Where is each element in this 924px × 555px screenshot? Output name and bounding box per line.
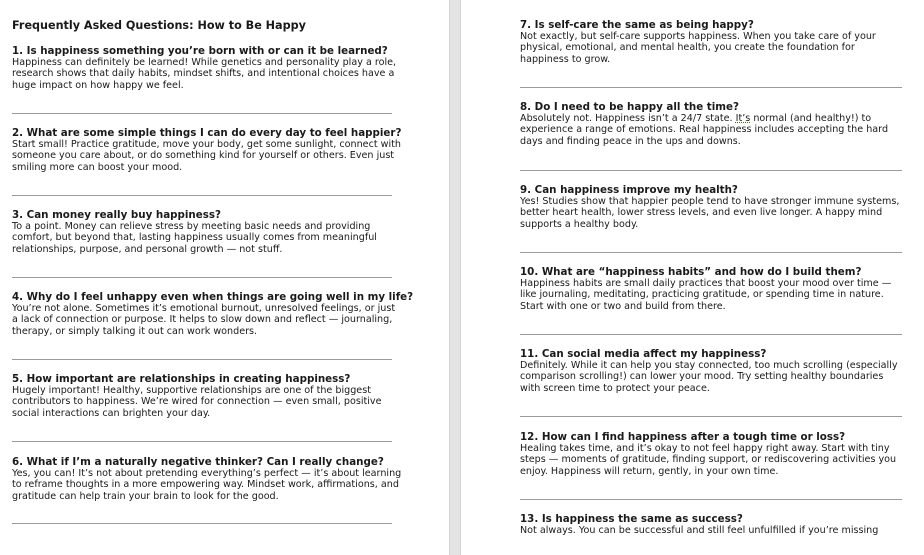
divider-line [12, 113, 392, 114]
page-gutter [449, 0, 461, 555]
faq-question: 8. Do I need to be happy all the time? [520, 101, 739, 113]
document-page-right [461, 0, 924, 555]
faq-answer: Yes, you can! It’s not about pretending everything’s perfect — it’s about learning to reframe thoughts in a more empowering way. Mindset work, affirmations, and gratitude can help train your brain to look for the good. [12, 468, 402, 502]
faq-question: 5. How important are relationships in creating happiness? [12, 373, 351, 385]
faq-question: 12. How can I find happiness after a tough time or loss? [520, 431, 846, 443]
faq-answer: Not exactly, but self-care supports happiness. When you take care of your physical, emotional, and mental health, you create the foundation for happiness to grow. [520, 31, 876, 65]
faq-item-9 [520, 184, 900, 230]
faq-answer: Start small! Practice gratitude, move your body, get some sunlight, connect with someone you care about, or do something kind for yourself or others. Even just smiling more can boost your mood. [12, 139, 402, 173]
faq-answer: Healing takes time, and it’s okay to not feel happy right away. Start with tiny steps — moments of gratitude, finding support, or rediscovering activities you enjoy. Happiness will return, gently, in your own time. [520, 443, 897, 477]
faq-item-13 [520, 513, 900, 536]
faq-question: 2. What are some simple things I can do every day to feel happier? [12, 127, 402, 139]
faq-item-2 [12, 127, 402, 173]
faq-question: 6. What if I’m a naturally negative thinker? Can I really change? [12, 456, 384, 468]
faq-item-12 [520, 431, 900, 477]
divider-line [12, 359, 392, 360]
answer-text: normal (and healthy!) to experience a range of emotions. Real happiness includes accepting the hard days and finding peace in the ups and downs. [520, 113, 889, 147]
faq-answer: Happiness can definitely be learned! While genetics and personality play a role, research shows that daily habits, mindset shifts, and intentional choices have a huge impact on how happy we feel. [12, 57, 397, 91]
document-title: Frequently Asked Questions: How to Be Happy [12, 19, 306, 32]
faq-answer: Hugely important! Healthy, supportive relationships are one of the biggest contributors to happiness. We’re wired for connection — even small, positive social interactions can brighten your day. [12, 385, 382, 419]
faq-question: 9. Can happiness improve my health? [520, 184, 738, 196]
divider-line [12, 523, 392, 524]
faq-question: 7. Is self-care the same as being happy? [520, 19, 754, 31]
answer-text: Absolutely not. Happiness isn’t a 24/7 state. [520, 113, 736, 124]
faq-answer: Yes! Studies show that happier people tend to have stronger immune systems, better heart health, lower stress levels, and even live longer. A happy mind supports a healthy body. [520, 196, 900, 230]
faq-item-7 [520, 19, 900, 65]
faq-answer [520, 113, 900, 147]
document-page-left [0, 0, 449, 555]
divider-line [520, 334, 902, 335]
faq-question: 3. Can money really buy happiness? [12, 209, 221, 221]
divider-line [12, 277, 392, 278]
divider-line [520, 252, 902, 253]
divider-line [520, 87, 902, 88]
faq-answer: Not always. You can be successful and still feel unfulfilled if you’re missing [520, 525, 879, 536]
faq-question: 4. Why do I feel unhappy even when things are going well in my life? [12, 291, 414, 303]
faq-item-3 [12, 209, 402, 255]
faq-question: 1. Is happiness something you’re born with or can it be learned? [12, 45, 388, 57]
faq-answer: Definitely. While it can help you stay connected, too much scrolling (especially comparison scrolling!) can lower your mood. Try setting healthy boundaries with screen time to protect your peace. [520, 360, 898, 394]
faq-item-11 [520, 348, 900, 394]
spellcheck-flagged-word[interactable]: It’s [735, 113, 751, 124]
divider-line [12, 195, 392, 196]
faq-item-6 [12, 456, 402, 502]
divider-line [520, 499, 902, 500]
faq-question: 13. Is happiness the same as success? [520, 513, 743, 525]
divider-line [12, 441, 392, 442]
faq-answer: Happiness habits are small daily practices that boost your mood over time — like journaling, meditating, practicing gratitude, or spending time in nature. Start with one or two and build from there. [520, 278, 892, 312]
divider-line [520, 416, 902, 417]
faq-question: 11. Can social media affect my happiness? [520, 348, 767, 360]
faq-question: 10. What are “happiness habits” and how do I build them? [520, 266, 862, 278]
faq-answer: To a point. Money can relieve stress by meeting basic needs and providing comfort, but beyond that, lasting happiness usually comes from meaningful relationships, purpose, and personal growth — not stuff. [12, 221, 377, 255]
faq-item-10 [520, 266, 900, 312]
faq-item-1 [12, 45, 402, 91]
divider-line [520, 170, 902, 171]
faq-item-8 [520, 101, 900, 147]
faq-item-5 [12, 373, 402, 419]
faq-answer: You’re not alone. Sometimes it’s emotional burnout, unresolved feelings, or just a lack of connection or purpose. It helps to slow down and reflect — journaling, therapy, or simply talking it out can work wonders. [12, 303, 396, 337]
faq-item-4 [12, 291, 414, 337]
